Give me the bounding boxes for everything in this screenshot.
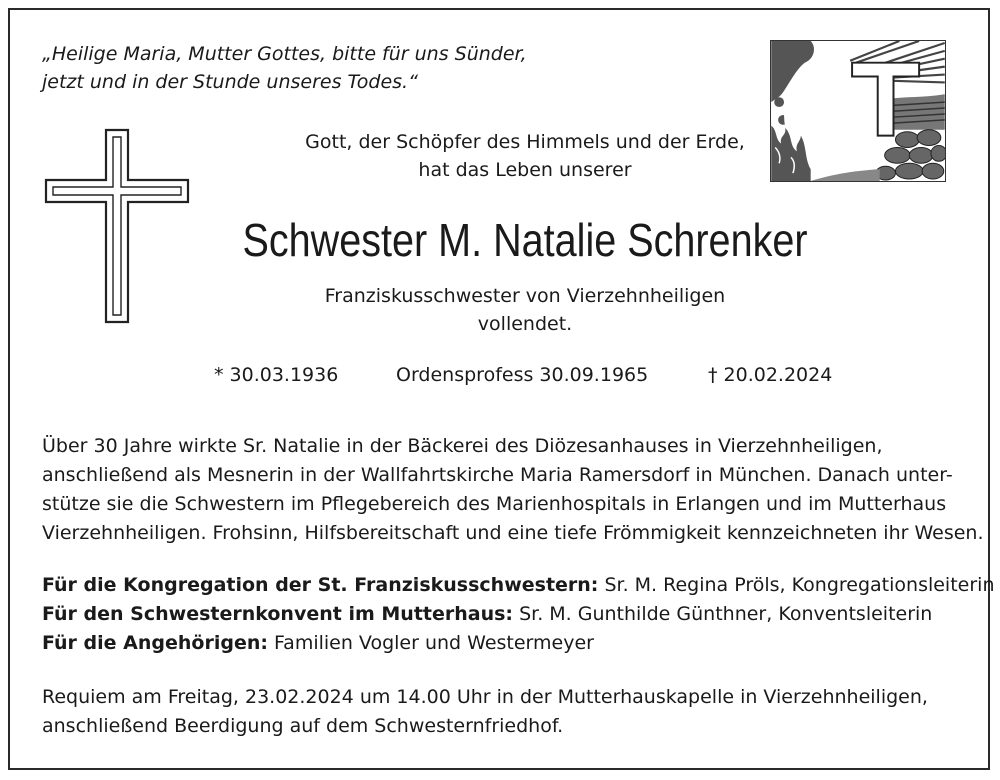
signatory-label: Für die Angehörigen: bbox=[42, 632, 268, 654]
signatory-value: Familien Vogler und Westermeyer bbox=[267, 632, 594, 654]
signatory-value: Sr. M. Gunthilde Günthner, Konventsleiterin bbox=[513, 603, 933, 625]
biography-line: anschließend als Mesnerin in der Wallfahrtskirche Maria Ramersdorf in München. Danach unter- bbox=[42, 464, 953, 486]
requiem-line-1: Requiem am Freitag, 23.02.2024 um 14.00 Uhr in der Mutterhauskapelle in Vierzehnheiligen, bbox=[42, 686, 928, 708]
birth-date: * 30.03.1936 bbox=[214, 364, 339, 386]
biography-line: Vierzehnheiligen. Frohsinn, Hilfsbereitschaft und eine tiefe Frömmigkeit kennzeichneten ihr Wesen. bbox=[42, 522, 984, 544]
signatory-convent bbox=[42, 600, 994, 629]
intro-line-2: hat das Leben unserer bbox=[418, 159, 632, 181]
quote-line-1: „Heilige Maria, Mutter Gottes, bitte für uns Sünder, bbox=[42, 43, 527, 65]
biography-line: stütze sie die Schwestern im Pflegebereich des Marienhospitals in Erlangen und im Mutterhaus bbox=[42, 493, 947, 515]
quote-line-2: jetzt und in der Stunde unseres Todes.“ bbox=[42, 71, 418, 93]
profess-date: Ordensprofess 30.09.1965 bbox=[396, 364, 649, 386]
franciscan-tau-emblem bbox=[770, 40, 946, 182]
biography-line: Über 30 Jahre wirkte Sr. Natalie in der Bäckerei des Diözesanhauses in Vierzehnheiligen, bbox=[42, 435, 883, 457]
order-text bbox=[300, 282, 750, 338]
signatories-block bbox=[42, 571, 994, 658]
signatory-relatives bbox=[42, 629, 994, 658]
signatory-label: Für den Schwesternkonvent im Mutterhaus: bbox=[42, 603, 514, 625]
biography-paragraph bbox=[42, 432, 984, 548]
latin-cross-icon bbox=[42, 128, 190, 324]
deceased-name: Schwester M. Natalie Schrenker bbox=[242, 214, 808, 266]
signatory-label: Für die Kongregation der St. Franziskusschwestern: bbox=[42, 574, 599, 596]
intro-line-1: Gott, der Schöpfer des Himmels und der Erde, bbox=[305, 131, 745, 153]
prayer-quote bbox=[42, 40, 527, 96]
signatory-congregation bbox=[42, 571, 994, 600]
signatory-value: Sr. M. Regina Pröls, Kongregationsleiterin bbox=[598, 574, 995, 596]
requiem-info bbox=[42, 683, 928, 741]
requiem-line-2: anschließend Beerdigung auf dem Schwesternfriedhof. bbox=[42, 715, 564, 737]
death-date: † 20.02.2024 bbox=[708, 364, 833, 386]
order-line-2: vollendet. bbox=[477, 313, 573, 335]
intro-text bbox=[300, 128, 750, 184]
order-line-1: Franziskusschwester von Vierzehnheiligen bbox=[324, 285, 726, 307]
